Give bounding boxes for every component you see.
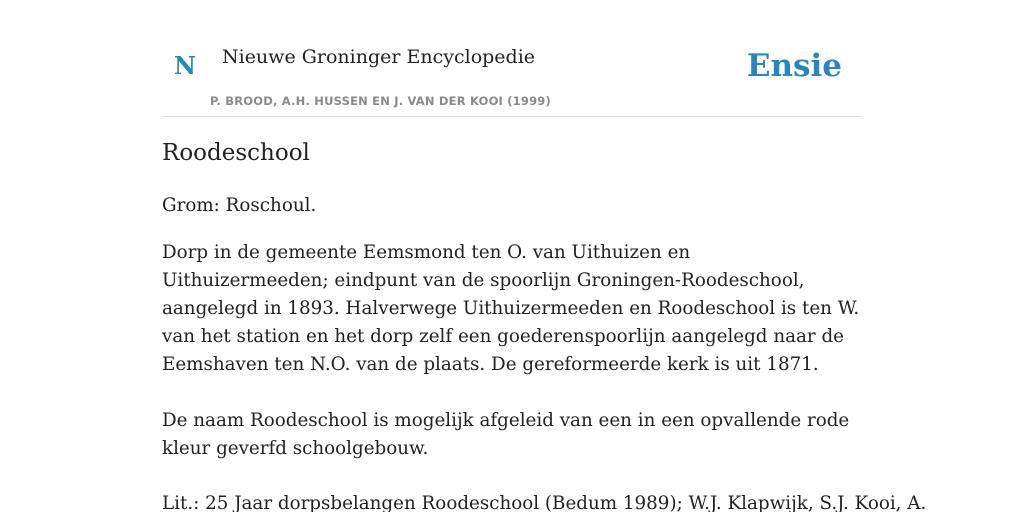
article-paragraph-name-origin: De naam Roodeschool is mogelijk afgeleid van een in een opvallende rode kleur geverfd schoolgebouw. [162,410,850,459]
content-column [162,0,927,512]
article-paragraph-literature: Lit.: 25 Jaar dorpsbelangen Roodeschool (Bedum 1989); W.J. Klapwijk, S.J. Kooi, A. [162,493,927,512]
article-paragraph-description: Dorp in de gemeente Eemsmond ten O. van Uithuizen en Uithuizermeeden; eindpunt van de spoorlijn Groningen-Roodeschool, aangelegd in 1893. Halverwege Uithuizermeeden en Roodeschool is ten W. van het station en het dorp zelf een goederenspoorlijn aangelegd naar de Eemshaven ten N.O. van de plaats. De gereformeerde kerk is uit 1871. [162,242,860,375]
article-headword: Roodeschool [162,140,310,166]
article-paragraph-grom: Grom: Roschoul. [162,195,317,216]
book-title[interactable]: Nieuwe Groninger Encyclopedie [222,46,536,68]
book-authors: P. BROOD, A.H. HUSSEN EN J. VAN DER KOOI (1999) [210,94,551,108]
book-logo-icon[interactable]: N [174,51,196,80]
book-header [162,0,862,117]
ensie-logo-link[interactable]: Ensie [746,48,842,84]
